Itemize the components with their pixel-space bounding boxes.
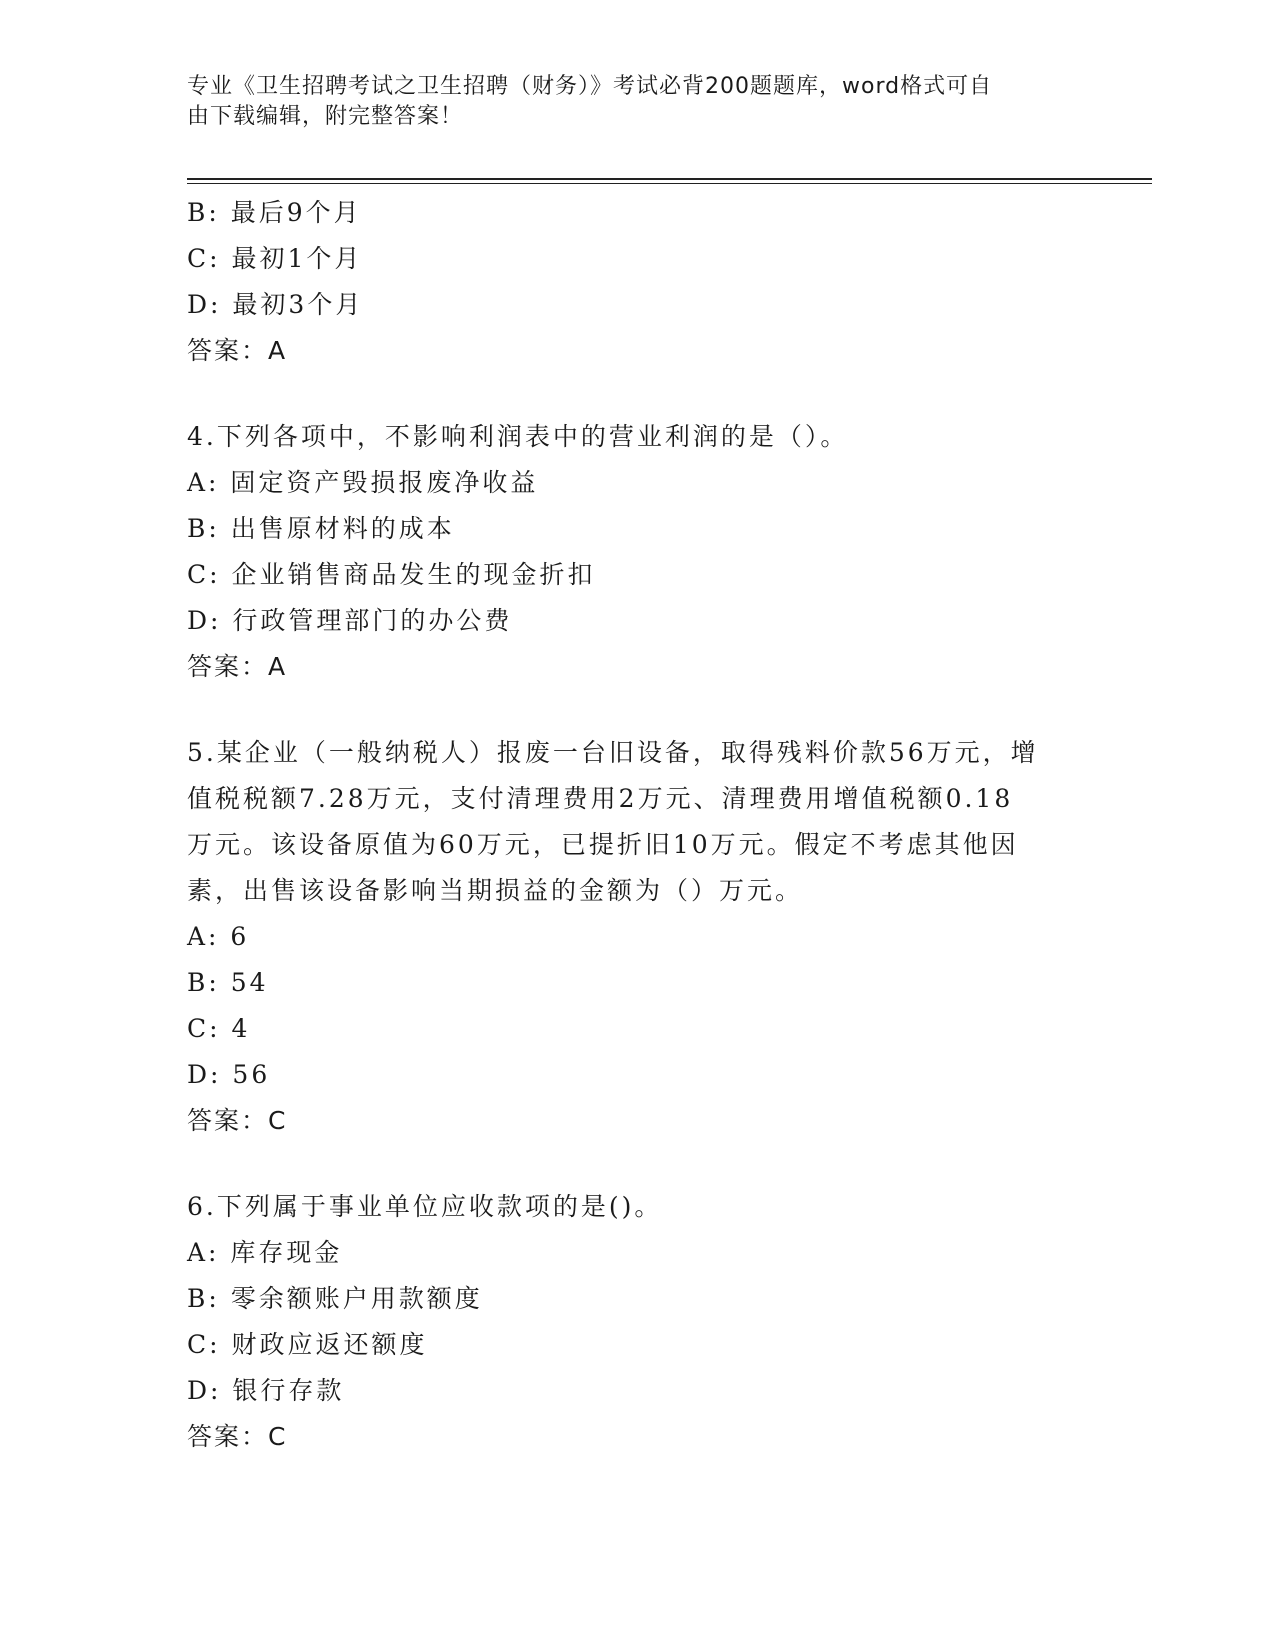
option-c: C: 4	[187, 1014, 251, 1043]
option-d: D: 银行存款	[187, 1376, 345, 1405]
question-stem: 6.下列属于事业单位应收款项的是()。	[187, 1192, 663, 1221]
question-stem: 4.下列各项中，不影响利润表中的营业利润的是（）。	[187, 422, 849, 451]
question-6	[187, 1184, 1087, 1460]
question-stem: 值税税额7.28万元，支付清理费用2万元、清理费用增值税额0.18	[187, 784, 1014, 813]
option-a: A: 固定资产毁损报废净收益	[187, 468, 539, 497]
option-a: A: 6	[187, 922, 250, 951]
option-c: C: 企业销售商品发生的现金折扣	[187, 560, 596, 589]
header-line-2: 由下载编辑，附完整答案！	[187, 104, 464, 129]
option-c: C: 最初1个月	[187, 244, 363, 273]
question-4	[187, 414, 1087, 690]
question-5	[187, 730, 1087, 1144]
header-line-1: 专业《卫生招聘考试之卫生招聘（财务）》考试必背200题题库，word格式可自	[187, 74, 993, 99]
header-rule-thick	[187, 178, 1152, 180]
document-header	[187, 72, 1067, 132]
answer-line: 答案：C	[187, 1422, 288, 1451]
question-list	[187, 190, 1087, 1460]
answer-line: 答案：A	[187, 336, 288, 365]
option-b: B: 54	[187, 968, 269, 997]
question-stem: 素，出售该设备影响当期损益的金额为（）万元。	[187, 876, 804, 905]
option-d: D: 行政管理部门的办公费	[187, 606, 513, 635]
option-b: B: 出售原材料的成本	[187, 514, 455, 543]
option-c: C: 财政应返还额度	[187, 1330, 428, 1359]
option-b: B: 最后9个月	[187, 198, 362, 227]
option-d: D: 56	[187, 1060, 271, 1089]
option-b: B: 零余额账户用款额度	[187, 1284, 483, 1313]
header-rule-thin	[187, 183, 1152, 184]
question-stem: 5.某企业（一般纳税人）报废一台旧设备，取得残料价款56万元，增	[187, 738, 1039, 767]
option-a: A: 库存现金	[187, 1238, 343, 1267]
question-stem: 万元。该设备原值为60万元，已提折旧10万元。假定不考虑其他因	[187, 830, 1019, 859]
answer-line: 答案：A	[187, 652, 288, 681]
question-carryover	[187, 190, 1087, 374]
answer-line: 答案：C	[187, 1106, 288, 1135]
option-d: D: 最初3个月	[187, 290, 364, 319]
